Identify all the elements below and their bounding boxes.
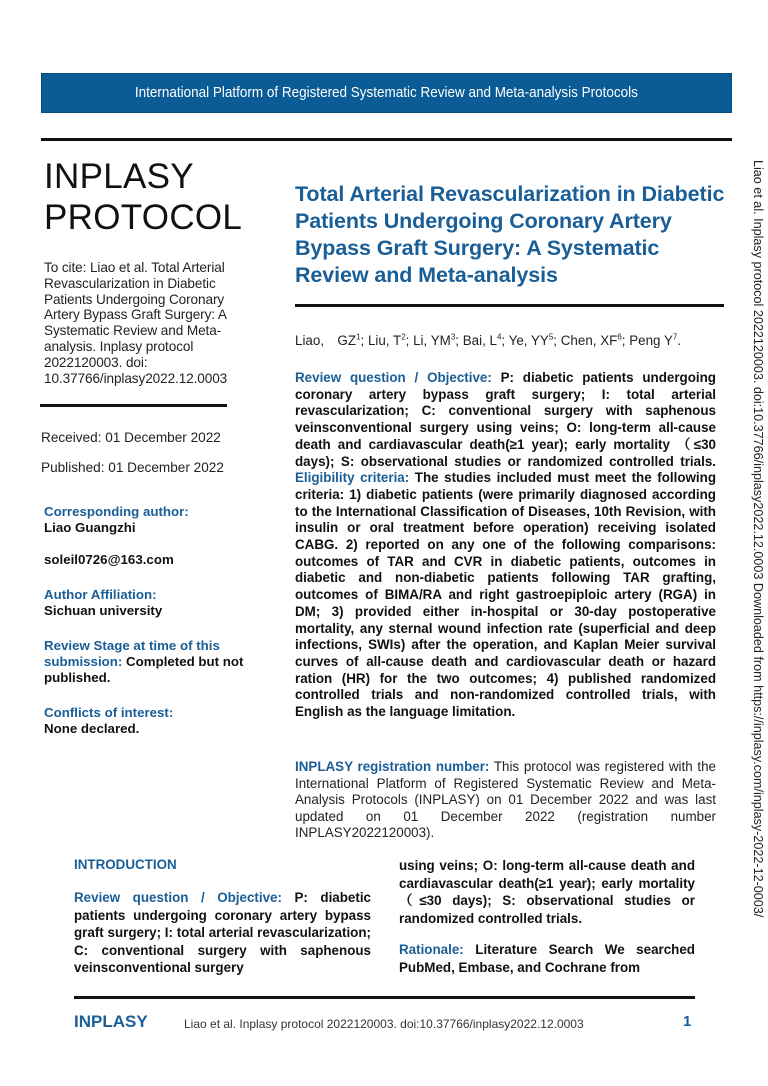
intro-column-2 xyxy=(399,857,695,990)
eligibility-label: Eligibility criteria: xyxy=(295,470,410,486)
sidebar-divider xyxy=(40,404,227,407)
abstract xyxy=(295,370,716,721)
corresponding-author-name: Liao Guangzhi xyxy=(44,520,136,535)
author-affiliation-marker: 7 xyxy=(672,332,678,342)
registration-text: This protocol was registered with the International Platform of Registered Systematic Review and Meta-Analysis Protocols (INPLASY) on 01 December 2022 and was last updated on 01 December 2022 (registration number INPLASY2022120003). xyxy=(295,759,716,840)
header-banner xyxy=(41,73,732,113)
title-line-1: INPLASY xyxy=(44,157,194,196)
registration-paragraph xyxy=(295,759,716,842)
intro-review-text-2: using veins; O: long-term all-cause death and cardiavascular death(≥1 year); early mortality （≤30 days); S: observational studies or randomized controlled trials. xyxy=(399,858,695,926)
author-name: Li, YM xyxy=(413,333,451,348)
author-separator: ; xyxy=(455,333,463,348)
author-separator: ; xyxy=(360,333,368,348)
author-list xyxy=(295,330,681,349)
title-line-2: PROTOCOL xyxy=(44,198,243,237)
page-number: 1 xyxy=(683,1013,692,1030)
affiliation-value: Sichuan university xyxy=(44,603,163,618)
author-affiliation-marker: 2 xyxy=(401,332,406,342)
article-title: Total Arterial Revascularization in Diabetic Patients Undergoing Coronary Artery Bypass Graft Surgery: A Systematic Review and Meta-analysis xyxy=(295,182,725,287)
received-date: Received: 01 December 2022 xyxy=(41,430,221,445)
published-date: Published: 01 December 2022 xyxy=(41,460,224,475)
author-name: Bai, L xyxy=(462,333,497,348)
registration-label: INPLASY registration number: xyxy=(295,759,490,774)
protocol-logo-title xyxy=(44,156,254,238)
corresponding-author-label: Corresponding author: xyxy=(44,504,189,519)
conflicts-value: None declared. xyxy=(44,721,140,736)
author-affiliation-marker: 6 xyxy=(617,332,622,342)
intro-review-label: Review question / Objective: xyxy=(74,890,282,905)
author-name: Liu, T xyxy=(367,333,402,348)
rationale-label: Rationale: xyxy=(399,942,464,957)
sidebar xyxy=(44,150,254,386)
eligibility-text: The studies included must meet the following criteria: 1) diabetic patients (were primarily diagnosed according to the International Classification of Diseases, 10th Revision, with insulin or oral treatment before operation) receiving isolated CABG. 2) reported on any one of the following comparisons: outcomes of TAR and CVR in diabetic patients, outcomes in diabetic and non-diabetic patients following TAR grafting, outcomes of BIMA/RA and right gastroepiploic artery (RGA) in DM; 3) provided either in-hospital or 30-day postoperative mortality, any sternal wound infection rate (superficial and deep infections, SWIs) after the operation, and Kaplan Meier survival curves of all-cause death and cardiovascular death or hazard ration (HR) for the two outcomes; 4) published randomized controlled trials and non-randomized controlled trials, with English as the language limitation. xyxy=(295,470,716,720)
margin-note-wrap xyxy=(751,160,765,918)
cite-text: To cite: Liao et al. Total Arterial Revascularization in Diabetic Patients Undergoing Coronary Artery Bypass Graft Surgery: A Systematic Review and Meta-analysis. Inplasy protocol 2022120003. doi: 10.37766/inplasy2022.12.0003 xyxy=(44,260,228,386)
review-question-label: Review question / Objective: xyxy=(295,370,492,385)
author-affiliation-marker: 1 xyxy=(356,332,361,342)
rationale-text: Literature Search We searched PubMed, Embase, and Cochrane from xyxy=(399,942,695,975)
author-separator: ; xyxy=(621,333,630,348)
rationale-paragraph xyxy=(399,941,695,976)
title-divider xyxy=(295,304,724,307)
author-affiliation-marker: 4 xyxy=(496,332,502,342)
affiliation-label: Author Affiliation: xyxy=(44,587,157,602)
affiliation-block xyxy=(44,587,254,619)
author-affiliation-marker: 3 xyxy=(450,332,456,342)
footer-citation: Liao et al. Inplasy protocol 2022120003. doi:10.37766/inplasy2022.12.0003 xyxy=(184,1017,584,1031)
author-name: Chen, XF xyxy=(560,333,618,348)
conflicts-label: Conflicts of interest: xyxy=(44,705,174,720)
corresponding-author-block xyxy=(44,504,254,568)
margin-download-note: Liao et al. Inplasy protocol 2022120003. doi:10.37766/inplasy2022.12.0003 Downloaded from https://inplasy.com/inplasy-2022-12-0003/ xyxy=(751,160,765,918)
author-separator: ; xyxy=(553,333,561,348)
introduction-heading: INTRODUCTION xyxy=(74,857,177,872)
intro-review-text-1: P: diabetic patients undergoing coronary artery bypass graft surgery; I: total arterial revascularization; C: conventional surgery with saphenous veinsconventional surgery xyxy=(74,890,371,975)
banner-text: International Platform of Registered Systematic Review and Meta-analysis Protocols xyxy=(135,85,638,101)
author-affiliation-marker: 5 xyxy=(548,332,554,342)
author-name: Peng Y xyxy=(629,333,673,348)
conflicts-block xyxy=(44,705,254,737)
review-stage-value: Completed but not published. xyxy=(44,654,244,685)
author-email[interactable]: soleil0726@163.com xyxy=(44,552,174,567)
author-separator: ; xyxy=(405,333,414,348)
footer-logo: INPLASY xyxy=(74,1012,148,1031)
footer-divider xyxy=(74,996,695,999)
author-separator: ; xyxy=(501,333,509,348)
author-name: Ye, YY xyxy=(508,333,549,348)
review-stage-block xyxy=(44,638,244,686)
review-question-text: P: diabetic patients undergoing coronary artery bypass graft surgery; I: total arterial revascularization; C: conventional surgery with saphenous veinsconventional surgery using veins; O: long-term all-cause death and cardiavascular death(≥1 year); early mortality （≤30 days); S: observational studies or randomized controlled trials. xyxy=(295,370,716,469)
review-stage-label: Review Stage at time of this submission: xyxy=(44,638,220,669)
author-separator: . xyxy=(677,333,682,348)
intro-column-1 xyxy=(74,889,371,977)
author-name: Liao, GZ xyxy=(295,333,357,348)
top-divider xyxy=(41,138,732,141)
